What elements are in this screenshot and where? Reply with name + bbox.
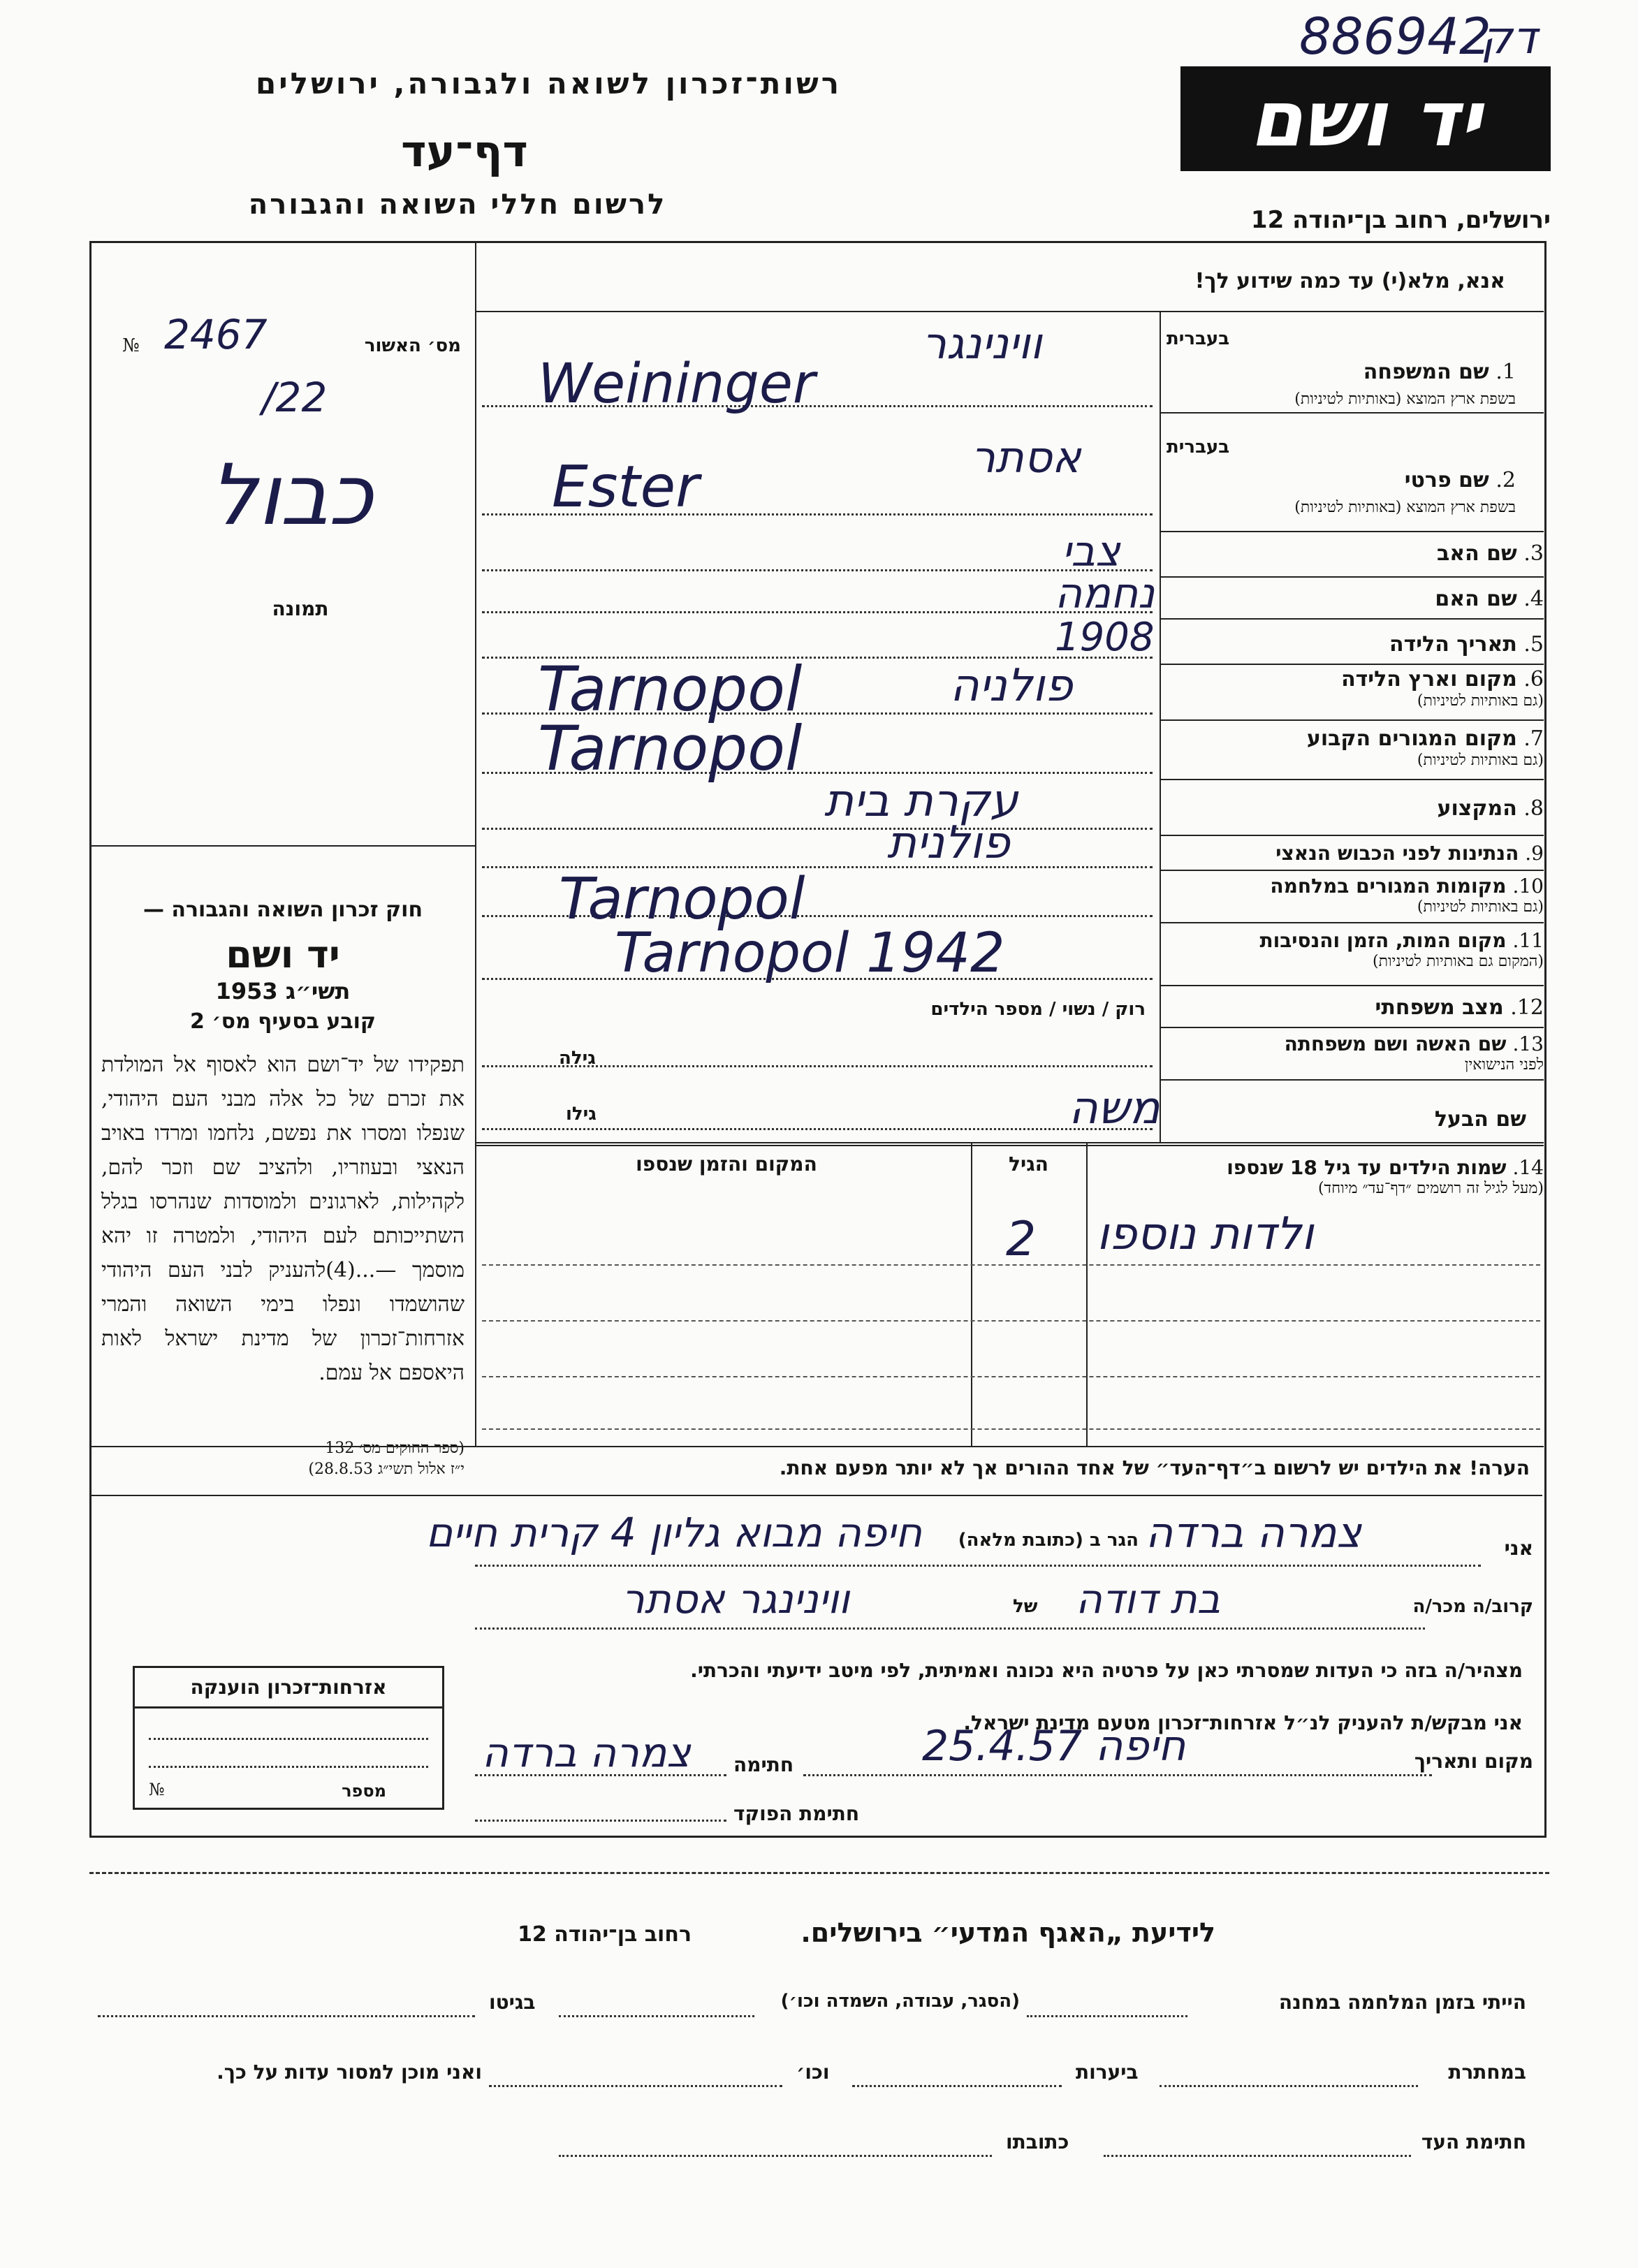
q11-label: מקום המות, הזמן והנסיבות	[1259, 929, 1507, 952]
archive-mark: דק	[1481, 13, 1537, 64]
place-date-value: חיפה 25.4.57	[922, 1722, 1186, 1771]
relation-value: בת דודה	[1076, 1575, 1221, 1623]
q6-num: 6.	[1523, 667, 1544, 692]
permit-number: 2467	[164, 311, 268, 358]
law-name: יד ושם	[226, 932, 340, 976]
footer-line2-c: וכו׳	[796, 2061, 830, 2084]
q10-row	[1270, 875, 1544, 916]
q6-label: מקום וארץ הלידה	[1341, 667, 1517, 692]
q11-row	[1259, 929, 1544, 970]
children-col-place: המקום והזמן שנספו	[636, 1153, 817, 1176]
q12-row	[1375, 995, 1544, 1020]
q4-num: 4.	[1523, 587, 1544, 611]
law-body: תפקידו של יד־ושם הוא לאסוף אל המולדת את זכרם של כל אלה מבני העם היהודי, שנפלו ומסרו את נפשם, נלחמו ומרדו באויב הנאצי ובעוזריו, ולהציב שם וזכר להם, לקהילות, לארגונים ולמוסדות שנהרסו בגלל השתייכותם לעם היהודי, ולמטרה זו יהא מוסמך —...(4)להעניק לבני העם היהודי שהושמדו ונפלו בימי השואה והמרי אזרחות־זכרון של מדינת ישראל לאות היאספם אל עמם.	[101, 1053, 465, 1385]
husband-answer: משה	[1069, 1083, 1160, 1134]
q9-num: 9.	[1525, 842, 1544, 865]
q1-heb-answer: ווינינגר	[922, 318, 1042, 369]
q11-num: 11.	[1512, 929, 1544, 952]
footer-line1-c: בגיטו	[489, 1991, 536, 2014]
q13-num: 13.	[1512, 1032, 1544, 1055]
permit-no-symbol: №	[122, 335, 140, 356]
q6-row	[1341, 667, 1544, 710]
yad-vashem-logo	[1180, 66, 1551, 171]
children-label: שמות הילדים עד גיל 18 שנספו	[1227, 1156, 1507, 1179]
form-subtitle: לרשום חללי השואה והגבורה	[248, 189, 667, 221]
law-clause: קובע בסעיף מס׳ 2	[189, 1009, 376, 1034]
children-header	[1227, 1156, 1544, 1197]
footer-line3-b: כתובתו	[1006, 2130, 1069, 2153]
officer-signature-label: חתימת הפוקד	[733, 1802, 860, 1825]
q12-options: רוק / נשוי / מספר הילדים	[930, 999, 1146, 1020]
children-sub: (מעל לגיל זה רושמים ״דף־עד״ מיוחד)	[1317, 1180, 1544, 1197]
q2-hebrew-word: בעברית	[1167, 437, 1230, 458]
photo-word: כבול	[210, 447, 373, 544]
declarant-name: צמרה ברדה	[1146, 1509, 1361, 1558]
q13-sub: לפני הנישואין	[1464, 1056, 1544, 1074]
law-year: תשי״ג 1953	[215, 978, 351, 1004]
archive-number: 886942	[1299, 7, 1491, 66]
q4-answer: נחמה	[1055, 569, 1155, 618]
q10-sub: (גם באותיות לטיניות)	[1417, 898, 1544, 916]
children-col-age: הגיל	[1009, 1153, 1048, 1176]
q7-label: מקום המגורים הקבוע	[1306, 726, 1517, 751]
q3-label: שם האב	[1436, 541, 1517, 566]
of-name-value: ווינינגר אסתר	[622, 1575, 850, 1623]
q12-num: 12.	[1510, 995, 1544, 1020]
relative-label: קרוב/ה מכר/ה	[1412, 1596, 1533, 1617]
photo-caption: תמונה	[272, 597, 329, 620]
q1-hebrew-word: בעברית	[1167, 328, 1230, 349]
footer-title: לידיעת „האגף המדעי״ בירושלים.	[800, 1917, 1215, 1948]
q9-answer: פולנית	[887, 817, 1010, 869]
q9-label: הנתינות לפני הכבוש הנאצי	[1275, 842, 1519, 865]
q11-latin-answer: Tarnopol 1942	[615, 922, 1005, 985]
signature-label: חתימה	[733, 1753, 794, 1776]
q2-label: שם פרטי	[1404, 468, 1489, 492]
q1-num: 1.	[1496, 360, 1516, 384]
q5-num: 5.	[1523, 632, 1544, 657]
q3-row	[1437, 541, 1544, 566]
footer-line2-a: במחתרת	[1448, 2061, 1526, 2084]
tear-line	[89, 1872, 1549, 1874]
q8-num: 8.	[1523, 796, 1544, 821]
q13-label: שם האשה ושם משפחתה	[1284, 1032, 1507, 1055]
q12-label: מצב משפחתי	[1375, 995, 1504, 1020]
q7-row	[1307, 726, 1544, 769]
q6-sub: (גם באותיות לטיניות)	[1417, 692, 1544, 710]
citizenship-no-symbol: №	[149, 1780, 165, 1799]
q9-row	[1275, 842, 1544, 865]
logo-text: יד ושם	[1249, 74, 1482, 163]
declare-text: מצהיר/ה בזה כי העדות שמסרתי כאן על פרטיה היא נכונה ואמיתית, לפי מיטב ידיעתי והכרתי.	[690, 1659, 1523, 1682]
q5-row	[1389, 632, 1544, 657]
q5-label: תאריך הלידה	[1389, 632, 1517, 657]
law-ref-2: י״ז אלול תשי״ג 28.8.53)	[308, 1461, 465, 1478]
footer-line2-b: ביערות	[1076, 2061, 1139, 2084]
q6-latin-answer: Tarnopol	[538, 653, 803, 725]
q10-num: 10.	[1512, 875, 1544, 898]
authority-title: רשות־זכרון לשואה ולגבורה, ירושלים	[255, 66, 842, 101]
declarant-ani: אני	[1504, 1537, 1533, 1560]
q5-answer: 1908	[1055, 615, 1155, 660]
children-row1-age: 2	[1006, 1212, 1037, 1267]
q10-latin-answer: Tarnopol	[559, 866, 805, 932]
children-row1-name: ולדות נוספו	[1097, 1208, 1314, 1260]
q10-label: מקומות המגורים במלחמה	[1270, 875, 1507, 898]
q7-num: 7.	[1523, 726, 1544, 751]
law-title: חוק זכרון השואה והגבורה —	[142, 898, 423, 922]
footer-line3-a: חתימת העד	[1421, 2130, 1526, 2153]
q2-latin-answer: Ester	[552, 454, 699, 520]
note-text: הערה! את הילדים יש לרשום ב״דף־העד״ של אחד ההורים אך לא יותר מפעם אחת.	[779, 1456, 1530, 1479]
q6-heb-answer: פולניה	[950, 660, 1073, 712]
q1-sub: בשפת ארץ המוצא (באותיות לטיניות)	[1294, 390, 1516, 408]
form-title: דף־עד	[401, 126, 528, 177]
footer-line1-b: (הסגר, עבודה, השמדה וכו׳)	[780, 1991, 1020, 2012]
q8-row	[1438, 796, 1544, 821]
q1-row	[1167, 328, 1516, 412]
q1-label: שם המשפחה	[1363, 360, 1489, 384]
q4-label: שם האם	[1435, 587, 1517, 611]
of-label: של	[1013, 1596, 1038, 1617]
footer-line1-a: הייתי בזמן המלחמה במחנה	[1278, 1991, 1526, 2014]
signature-value: צמרה ברדה	[482, 1729, 691, 1776]
children-num: 14.	[1512, 1156, 1544, 1179]
q1-latin-answer: Weininger	[538, 353, 815, 416]
q2-row	[1167, 437, 1516, 527]
permit-label: מס׳ האשור	[364, 335, 461, 356]
q4-row	[1435, 587, 1544, 611]
q2-num: 2.	[1496, 468, 1516, 492]
law-ref-1: (ספר החוקים מס׳ 132	[325, 1440, 465, 1457]
q7-sub: (גם באותיות לטיניות)	[1417, 752, 1544, 769]
citizenship-box	[133, 1666, 444, 1810]
place-date-label: מקום ותאריך	[1414, 1750, 1533, 1773]
declarant-residing-label: הגר ב (כתובת מלאה)	[958, 1530, 1139, 1551]
q13-age-label: גילה	[559, 1048, 596, 1069]
husband-age-label: גילו	[566, 1104, 597, 1125]
q11-sub: (המקום גם באותיות לטיניות)	[1373, 953, 1544, 970]
q2-heb-answer: אסתר	[971, 432, 1081, 483]
permit-sub: /22	[262, 374, 328, 421]
citizenship-number-label: מספר	[342, 1781, 386, 1801]
q8-label: המקצוע	[1437, 796, 1517, 821]
q13-row	[1285, 1032, 1544, 1074]
footer-address: רחוב בן־יהודה 12	[518, 1922, 692, 1947]
q8-answer: עקרת בית	[824, 775, 1018, 827]
q7-latin-answer: Tarnopol	[538, 712, 803, 784]
address-header: ירושלים, רחוב בן־יהודה 12	[1250, 206, 1551, 234]
husband-label: שם הבעל	[1434, 1107, 1526, 1132]
footer-line2-d: ואני מוכן למסור עדות על כך.	[217, 2061, 482, 2084]
request-text: אני מבקש/ת להעניק לנ״ל אזרחות־זכרון מטעם מדינת ישראל.	[963, 1711, 1523, 1734]
declarant-address: חיפה מבוא גליון 4 קרית חיים	[425, 1509, 922, 1556]
intro-text: אנא, מלא(י) עד כמה שידוע לך!	[1194, 269, 1505, 293]
q3-answer: צבי	[1062, 527, 1120, 576]
q2-sub: בשפת ארץ המוצא (באותיות לטיניות)	[1294, 499, 1516, 516]
q3-num: 3.	[1523, 541, 1544, 566]
citizenship-box-title: אזרחות־זכרון הוענקה	[135, 1668, 442, 1709]
